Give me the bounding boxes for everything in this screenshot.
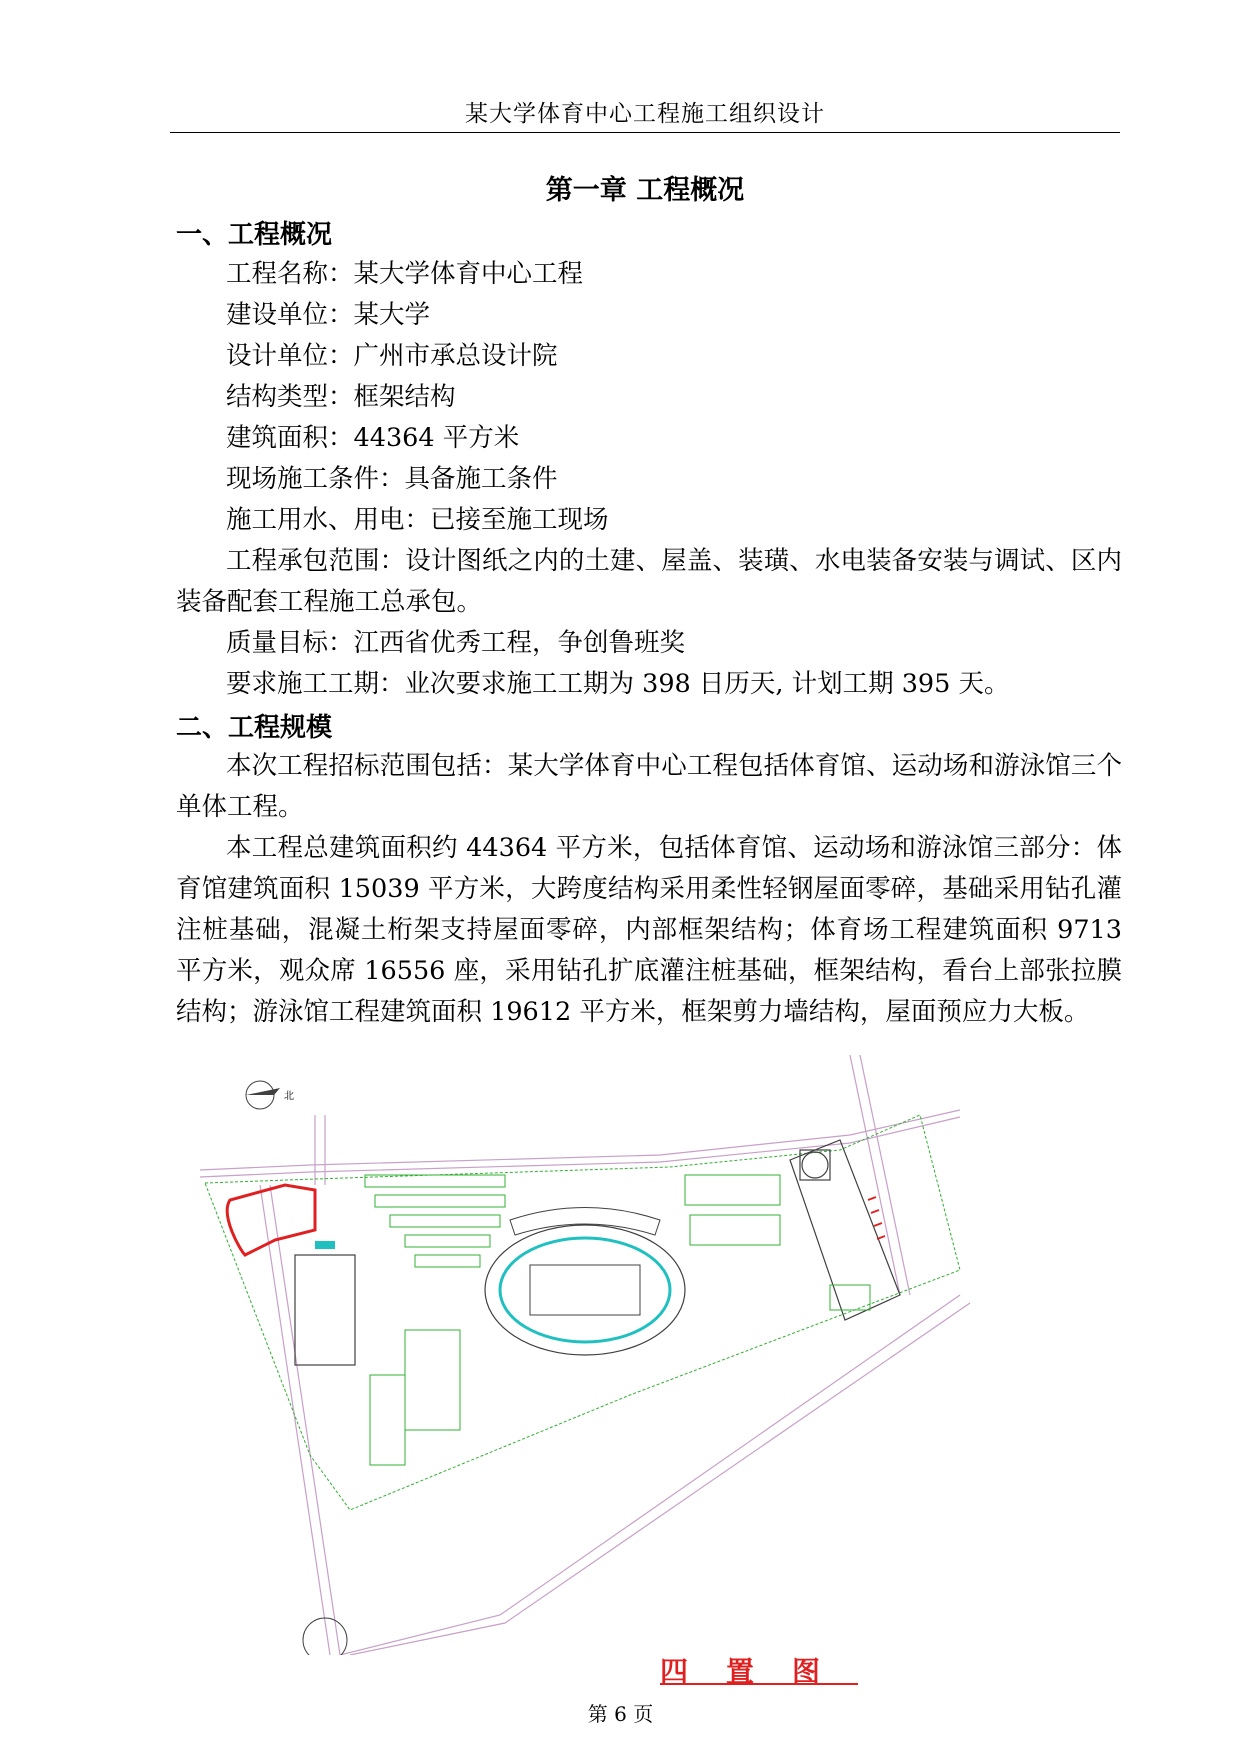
gym-entrance <box>315 1241 335 1249</box>
client-line: 建设单位：某大学 <box>226 300 431 330</box>
parking-area <box>365 1175 505 1465</box>
stadium <box>485 1208 685 1356</box>
plan-caption: 四置图 <box>660 1655 859 1688</box>
north-arrow-icon <box>246 1081 294 1109</box>
site-conditions-line: 现场施工条件：具备施工条件 <box>226 464 558 494</box>
section-heading-overview: 一、工程概况 <box>176 220 333 250</box>
page-number: 第 6 页 <box>587 1702 654 1726</box>
chapter-title: 第一章 工程概况 <box>545 175 745 206</box>
designer-line: 设计单位：广州市承总设计院 <box>226 341 558 371</box>
header-rule <box>170 132 1120 133</box>
utilities-line: 施工用水、用电：已接至施工现场 <box>226 505 609 535</box>
schedule-line: 要求施工工期：业次要求施工工期为 398 日历天, 计划工期 395 天。 <box>226 669 1010 699</box>
gymnasium-building <box>295 1255 355 1365</box>
section-heading-scale: 二、工程规模 <box>176 713 333 743</box>
scope-paragraph: 工程承包范围：设计图纸之内的土建、屋盖、装璜、水电装备安装与调试、区内装备配套工程施工总承包。 <box>176 546 1122 617</box>
project-name-line: 工程名称：某大学体育中心工程 <box>226 259 584 289</box>
page-header: 某大学体育中心工程施工组织设计 <box>465 101 825 127</box>
scale-paragraph-2: 本工程总建筑面积约 44364 平方米，包括体育馆、运动场和游泳馆三部分：体育馆建筑面积 15039 平方米，大跨度结构采用柔性轻钢屋面零碎，基础采用钻孔灌注桩基础，混凝土桁架支持屋面零碎，内部框架结构；体育场工程建筑面积 9713 平方米，观众席 16556 座，采用钻孔扩底灌注桩基础，框架结构，看台上部张拉膜结构；游泳馆工程建筑面积 19612 平方米，框架剪力墙结构，屋面预应力大板。 <box>176 833 1122 1027</box>
scale-paragraph-1: 本次工程招标范围包括：某大学体育中心工程包括体育馆、运动场和游泳馆三个单体工程。 <box>176 751 1122 822</box>
structure-type-line: 结构类型：框架结构 <box>226 382 456 412</box>
quality-line: 质量目标：江西省优秀工程，争创鲁班奖 <box>226 628 686 658</box>
lawn-blocks <box>685 1175 870 1310</box>
green-boundary <box>205 1115 960 1510</box>
building-area-line: 建筑面积：44364 平方米 <box>226 423 520 453</box>
site-plan-drawing <box>200 1055 1100 1655</box>
north-label: 北 <box>284 1091 294 1102</box>
